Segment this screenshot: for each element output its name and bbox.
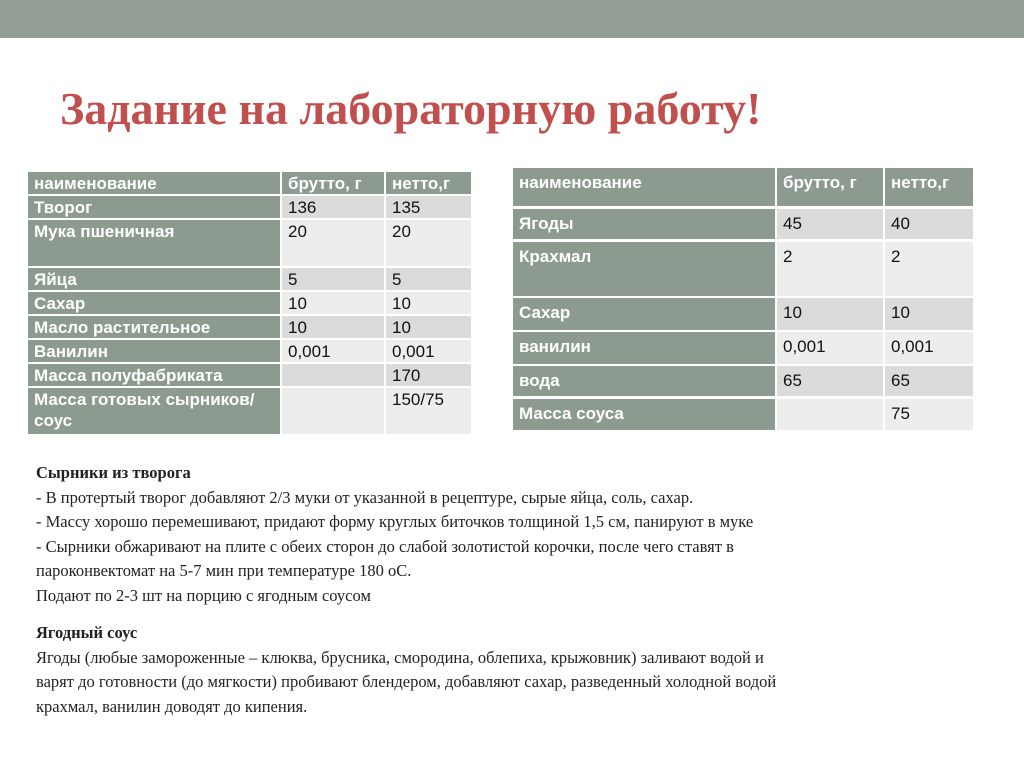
gross-weight-cell: 45 [777, 209, 883, 239]
table-header-cell: нетто,г [885, 168, 973, 206]
ingredient-name-cell: Сахар [28, 292, 280, 314]
net-weight-cell: 10 [386, 292, 471, 314]
recipe-sauce [36, 621, 776, 719]
gross-weight-cell: 10 [282, 292, 384, 314]
gross-weight-cell: 2 [777, 242, 883, 296]
table-header-cell: брутто, г [282, 172, 384, 194]
gross-weight-cell: 0,001 [777, 332, 883, 364]
gross-weight-cell: 20 [282, 220, 384, 266]
recipe-line: варят до готовности (до мягкости) пробивают блендером, добавляют сахар, разведенный холодной водой [36, 672, 777, 691]
table-header-cell: нетто,г [386, 172, 471, 194]
recipe-line: Подают по 2-3 шт на порцию с ягодным соусом [36, 585, 371, 605]
recipe-line: - В протертый творог добавляют 2/3 муки от указанной в рецептуре, сырые яйца, соль, сахар. [36, 487, 694, 507]
table-header-cell: наименование [513, 168, 775, 206]
net-weight-cell: 20 [386, 220, 471, 266]
ingredient-name-cell: Ванилин [28, 340, 280, 362]
net-weight-cell: 150/75 [386, 388, 471, 434]
gross-weight-cell: 5 [282, 268, 384, 290]
ingredient-name-cell: Масса готовых сырников/соус [28, 388, 280, 434]
gross-weight-cell: 10 [282, 316, 384, 338]
recipe-line: пароконвектомат на 5-7 мин при температуре 180 оС. [36, 561, 412, 580]
recipe-line: Ягоды (любые замороженные – клюква, брусника, смородина, облепиха, крыжовник) заливают водой и [36, 647, 764, 667]
ingredient-name-cell: Творог [28, 196, 280, 218]
gross-weight-cell [282, 388, 384, 434]
net-weight-cell: 65 [885, 366, 973, 396]
ingredient-name-cell: Масса соуса [513, 399, 775, 430]
recipe-line: - Сырники обжаривают на плите с обеих сторон до слабой золотистой корочки, после чего ставят в [36, 536, 734, 556]
net-weight-cell: 5 [386, 268, 471, 290]
ingredient-name-cell: Масло растительное [28, 316, 280, 338]
gross-weight-cell: 0,001 [282, 340, 384, 362]
ingredient-name-cell: ванилин [513, 332, 775, 364]
slide-title: Задание на лабораторную работу! [60, 83, 762, 134]
gross-weight-cell [282, 364, 384, 386]
gross-weight-cell [777, 399, 883, 430]
ingredient-name-cell: Масса полуфабриката [28, 364, 280, 386]
ingredient-name-cell: Ягоды [513, 209, 775, 239]
recipe-line: - Массу хорошо перемешивают, придают форму круглых биточков толщиной 1,5 см, панируют в муке [36, 512, 754, 531]
recipe-heading: Сырники из творога [36, 463, 191, 482]
net-weight-cell: 75 [885, 399, 973, 430]
ingredient-name-cell: Сахар [513, 298, 775, 330]
gross-weight-cell: 136 [282, 196, 384, 218]
net-weight-cell: 0,001 [386, 340, 471, 362]
recipe-line: крахмал, ванилин доводят до кипения. [36, 696, 308, 716]
net-weight-cell: 40 [885, 209, 973, 239]
recipe-heading: Ягодный соус [36, 623, 138, 642]
net-weight-cell: 2 [885, 242, 973, 296]
ingredient-name-cell: Мука пшеничная [28, 220, 280, 266]
net-weight-cell: 170 [386, 364, 471, 386]
table-header-cell: наименование [28, 172, 280, 194]
ingredient-name-cell: Яйца [28, 268, 280, 290]
ingredient-name-cell: вода [513, 366, 775, 396]
net-weight-cell: 0,001 [885, 332, 973, 364]
recipe-syrniki [36, 461, 753, 608]
net-weight-cell: 135 [386, 196, 471, 218]
slide-top-bar [0, 0, 1024, 38]
gross-weight-cell: 10 [777, 298, 883, 330]
net-weight-cell: 10 [885, 298, 973, 330]
net-weight-cell: 10 [386, 316, 471, 338]
ingredient-name-cell: Крахмал [513, 242, 775, 296]
table-header-cell: брутто, г [777, 168, 883, 206]
gross-weight-cell: 65 [777, 366, 883, 396]
